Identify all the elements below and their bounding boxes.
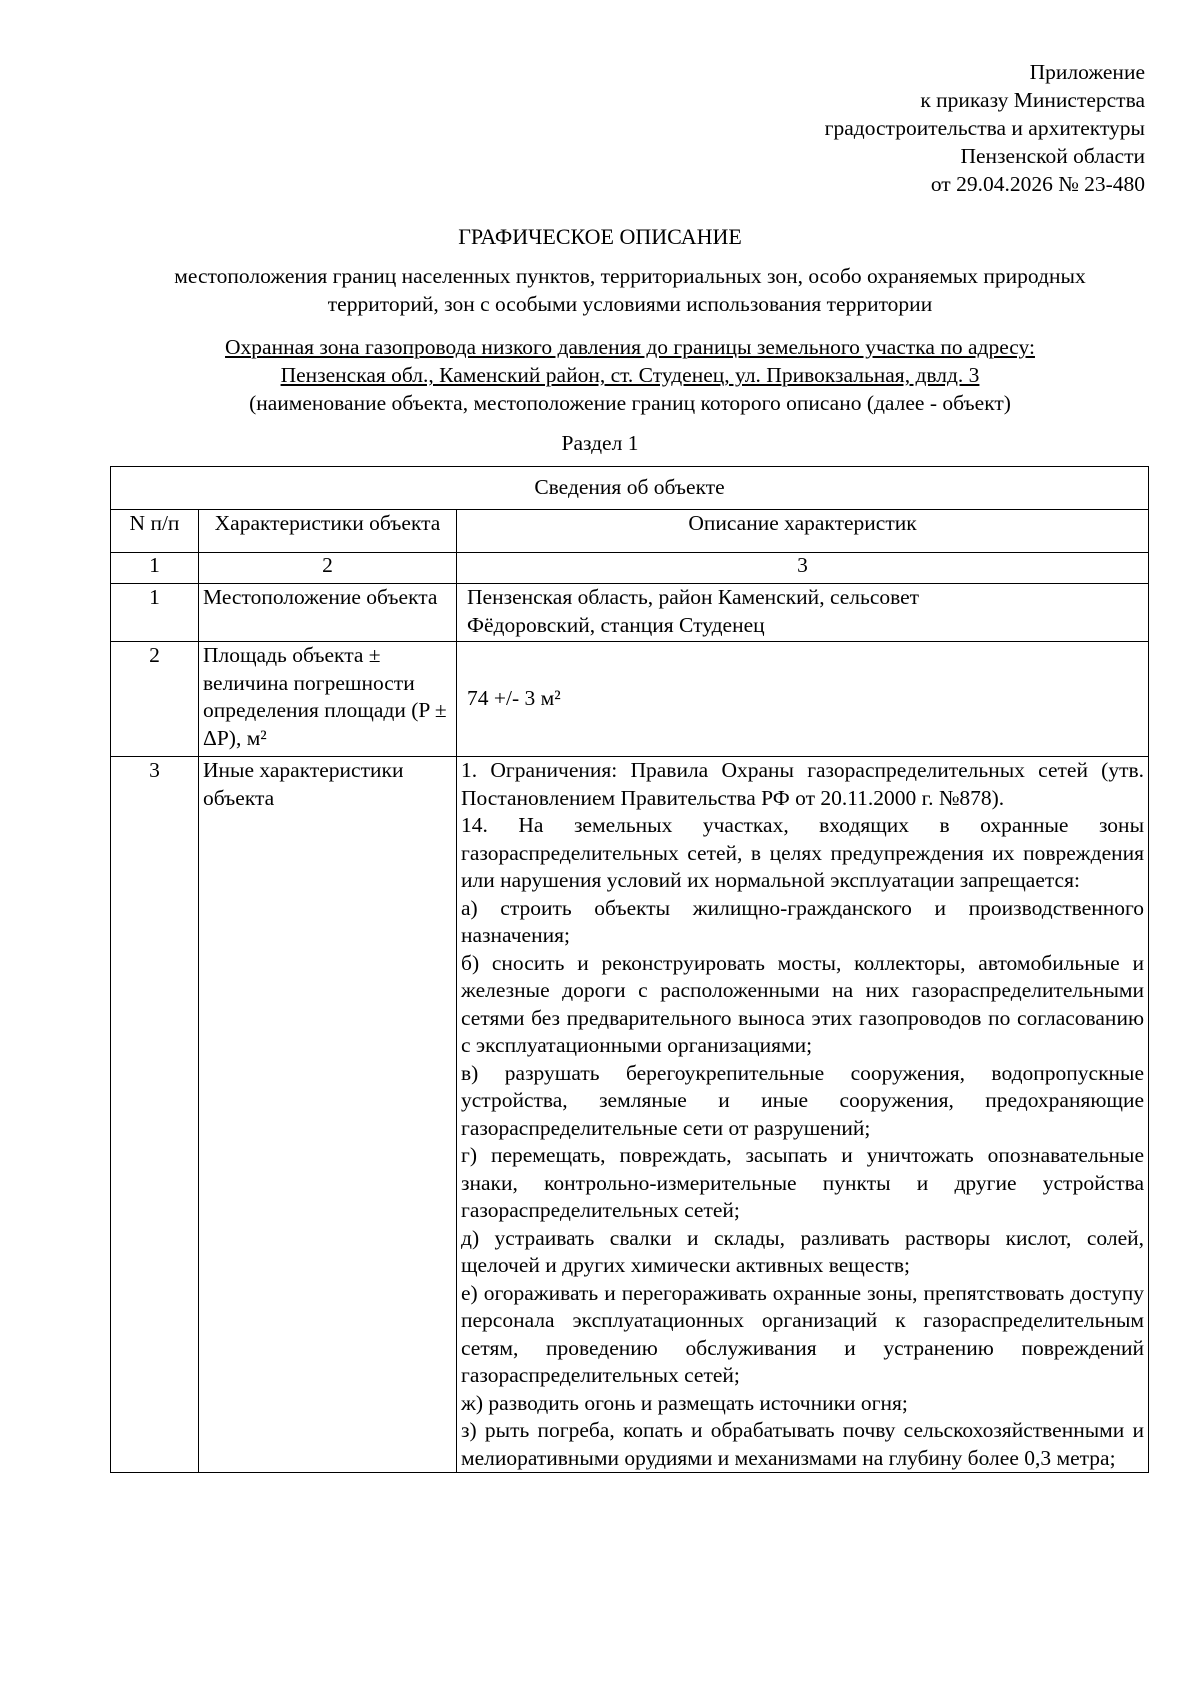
row-number: 1 (111, 584, 199, 642)
row-characteristic: Иные характеристики объекта (199, 757, 457, 1473)
description-paragraph: д) устраивать свалки и склады, разливать растворы кислот, солей, щелочей и других химически активных веществ; (461, 1225, 1145, 1277)
table-row (111, 757, 1149, 1473)
description-paragraph: 14. На земельных участках, входящих в охранные зоны газораспределительных сетей, в целях предупреждения их повреждения или нарушения условий их нормальной эксплуатации запрещается: (461, 813, 1145, 892)
appendix-line: Приложение (1029, 60, 1145, 84)
appendix-header (825, 58, 1145, 198)
object-info-table (110, 466, 1149, 1473)
appendix-order-date: от 29.04.2026 № 23-480 (930, 172, 1145, 196)
row-description (457, 757, 1149, 1473)
table-header-row (111, 510, 1149, 553)
description-paragraph: з) рыть погреба, копать и обрабатывать почву сельскохозяйственными и мелиоративными орудиями и механизмами на глубину более 0,3 метра; (461, 1418, 1145, 1470)
document-title: ГРАФИЧЕСКОЕ ОПИСАНИЕ (458, 224, 742, 249)
object-caption: (наименование объекта, местоположение границ которого описано (далее - объект) (249, 391, 1011, 415)
description-line: Пензенская область, район Каменский, сельсовет (467, 585, 920, 609)
description-paragraph: в) разрушать берегоукрепительные сооружения, водопропускные устройства, земляные и иные сооружения, предохраняющие газораспределительные сети от разрушений; (461, 1060, 1145, 1140)
column-number: 2 (199, 553, 457, 584)
table-row (111, 642, 1149, 757)
subtitle-line: территорий, зон с особыми условиями использования территории (327, 292, 933, 316)
object-name (105, 333, 1155, 417)
subtitle-line: местоположения границ населенных пунктов, территориальных зон, особо охраняемых природных (174, 264, 1086, 288)
description-paragraph: а) строить объекты жилищно-гражданского и производственного назначения; (461, 895, 1145, 947)
row-description (457, 584, 1149, 642)
appendix-line: градостроительства и архитектуры (824, 116, 1145, 140)
description-line: 74 +/- 3 м² (467, 686, 561, 711)
table-number-row (111, 553, 1149, 584)
appendix-line: Пензенской области (960, 144, 1145, 168)
appendix-line: к приказу Министерства (920, 88, 1145, 112)
row-description (457, 642, 1149, 757)
row-characteristic: Площадь объекта ± величина погрешности определения площади (P ± ΔP), м² (199, 642, 457, 757)
row-characteristic: Местоположение объекта (199, 584, 457, 642)
document-subtitle (105, 262, 1155, 318)
description-paragraph: 1. Ограничения: Правила Охраны газораспределительных сетей (утв. Постановлением Правительства РФ от 20.11.2000 г. №878). (461, 758, 1145, 810)
header-cell: Описание характеристик (457, 510, 1149, 553)
description-paragraph: ж) разводить огонь и размещать источники огня; (461, 1390, 908, 1415)
description-paragraph: б) сносить и реконструировать мосты, коллекторы, автомобильные и железные дороги с расположенными на них газораспределительными сетями без предварительного выноса этих газопроводов по согласованию с эксплуатационными организациями; (461, 950, 1145, 1057)
row-number: 2 (111, 642, 199, 757)
table-caption: Сведения об объекте (111, 467, 1149, 510)
description-paragraph: г) перемещать, повреждать, засыпать и уничтожать опознавательные знаки, контрольно-измерительные пункты и другие устройства газораспределительных сетей; (461, 1143, 1145, 1222)
section-title: Раздел 1 (561, 431, 639, 455)
object-address-line: Пензенская обл., Каменский район, ст. Студенец, ул. Привокзальная, двлд. 3 (280, 363, 980, 387)
description-line: Фёдоровский, станция Студенец (467, 612, 765, 637)
description-paragraph: е) огораживать и перегораживать охранные зоны, препятствовать доступу персонала эксплуатационных организаций к газораспределительным сетям, проведению обслуживания и устранению повреждений газораспределительных сетей; (461, 1280, 1145, 1387)
column-number: 1 (111, 553, 199, 584)
column-number: 3 (457, 553, 1149, 584)
object-name-line: Охранная зона газопровода низкого давления до границы земельного участка по адресу: (225, 335, 1035, 359)
header-cell: Характеристики объекта (199, 510, 457, 553)
row-number: 3 (111, 757, 199, 1473)
header-cell: N п/п (111, 510, 199, 553)
table-row (111, 584, 1149, 642)
